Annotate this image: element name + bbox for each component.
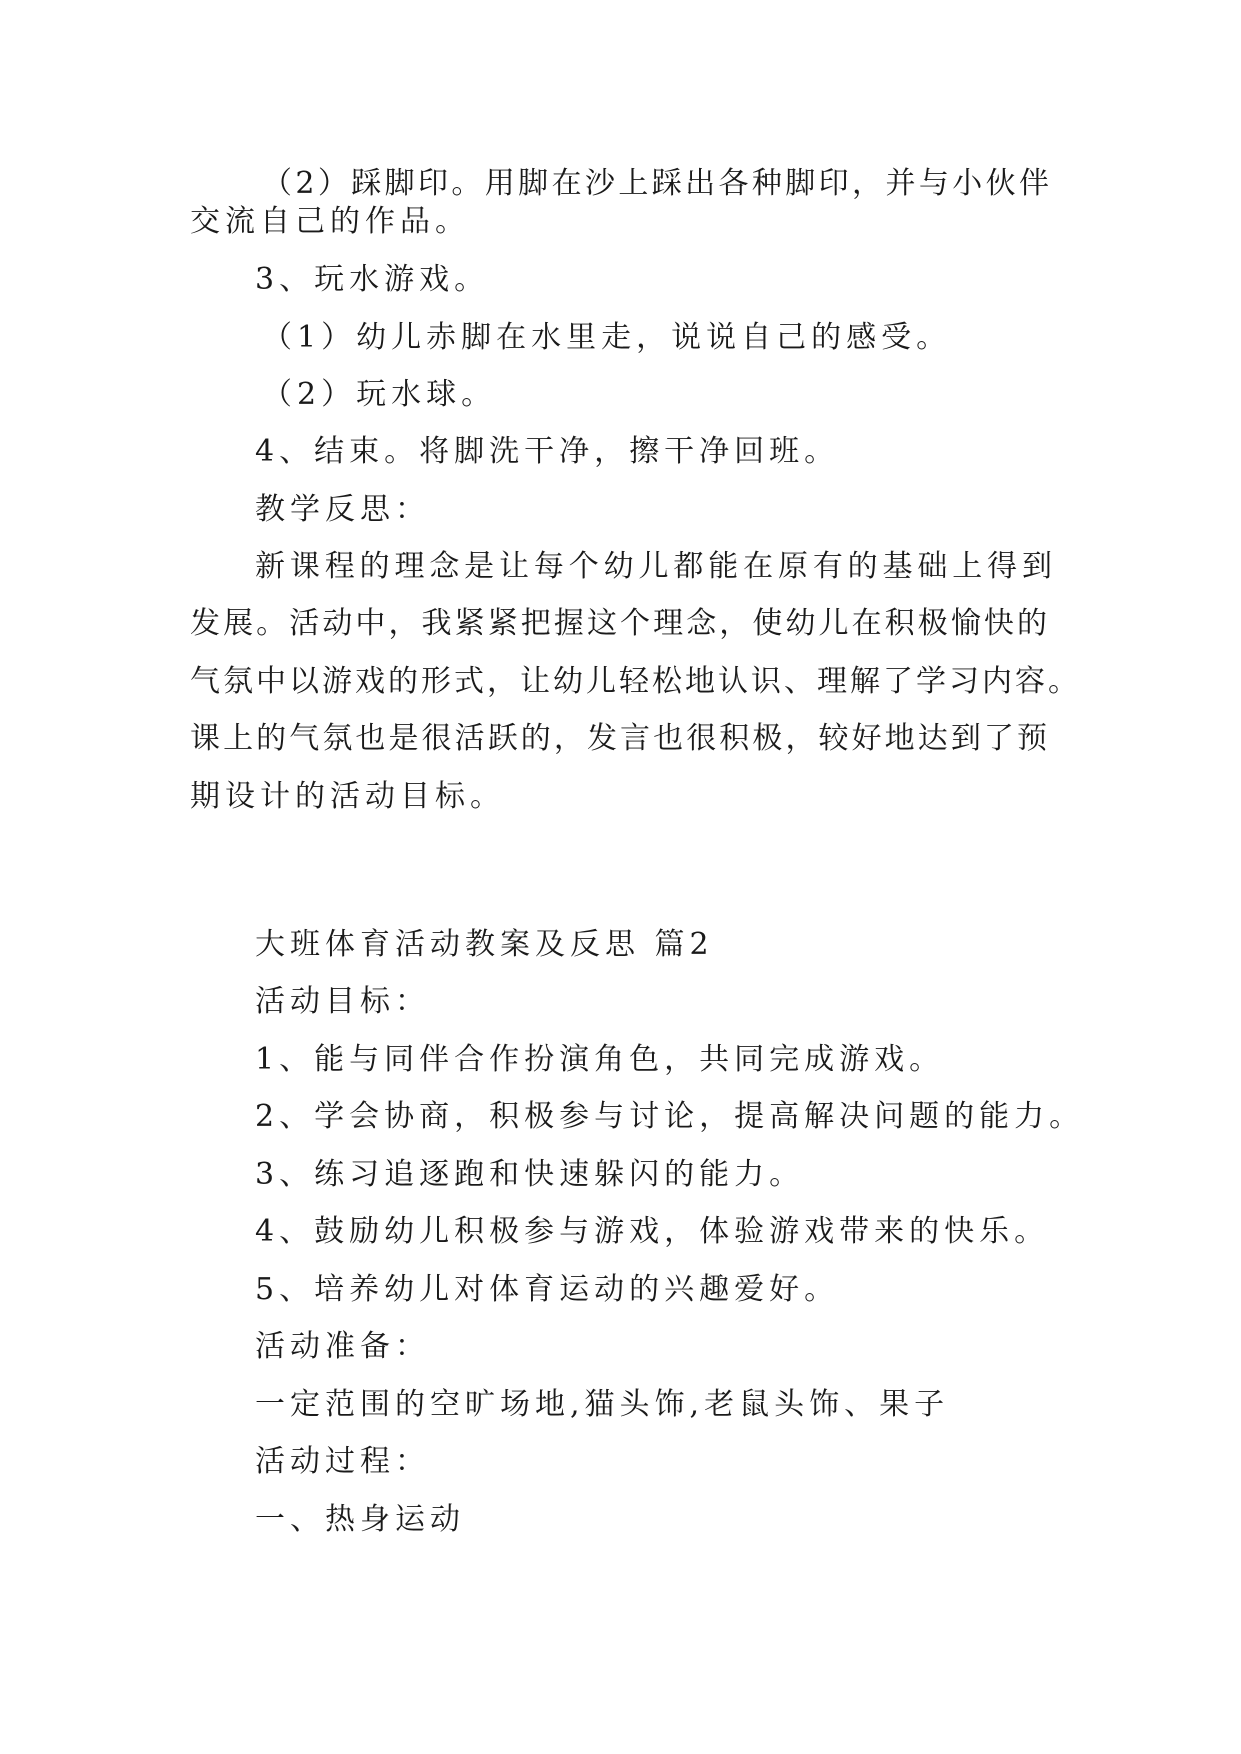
- paragraph-line: 交流自己的作品。: [190, 204, 470, 239]
- list-item: 2、学会协商，积极参与讨论，提高解决问题的能力。: [255, 1099, 1085, 1134]
- paragraph-line: 发展。活动中，我紧紧把握这个理念，使幼儿在积极愉快的: [190, 606, 1050, 641]
- section-heading: 教学反思：: [255, 492, 430, 527]
- document-title: 大班体育活动教案及反思 篇2: [255, 927, 714, 962]
- section-heading: 活动目标：: [255, 984, 430, 1019]
- paragraph-line: 期设计的活动目标。: [190, 779, 505, 814]
- section-heading: 活动准备：: [255, 1329, 430, 1364]
- paragraph-line: （2）踩脚印。用脚在沙上踩出各种脚印，并与小伙伴: [262, 166, 1052, 201]
- paragraph-line: 一定范围的空旷场地,猫头饰,老鼠头饰、果子: [255, 1387, 950, 1422]
- list-item: （2）玩水球。: [262, 377, 497, 412]
- paragraph-line: 气氛中以游戏的形式，让幼儿轻松地认识、理解了学习内容。: [190, 664, 1081, 699]
- list-item: 5、培养幼儿对体育运动的兴趣爱好。: [255, 1272, 840, 1307]
- section-heading: 活动过程：: [255, 1444, 430, 1479]
- paragraph-line: 课上的气氛也是很活跃的，发言也很积极，较好地达到了预: [190, 721, 1050, 756]
- list-item: （1）幼儿赤脚在水里走，说说自己的感受。: [262, 320, 952, 355]
- list-item: 3、玩水游戏。: [255, 262, 490, 297]
- paragraph-line: 新课程的理念是让每个幼儿都能在原有的基础上得到: [255, 549, 1055, 584]
- list-item: 3、练习追逐跑和快速躲闪的能力。: [255, 1157, 805, 1192]
- list-item: 4、结束。将脚洗干净，擦干净回班。: [255, 434, 840, 469]
- list-item: 一、热身运动: [255, 1502, 465, 1537]
- list-item: 4、鼓励幼儿积极参与游戏，体验游戏带来的快乐。: [255, 1214, 1050, 1249]
- list-item: 1、能与同伴合作扮演角色，共同完成游戏。: [255, 1042, 945, 1077]
